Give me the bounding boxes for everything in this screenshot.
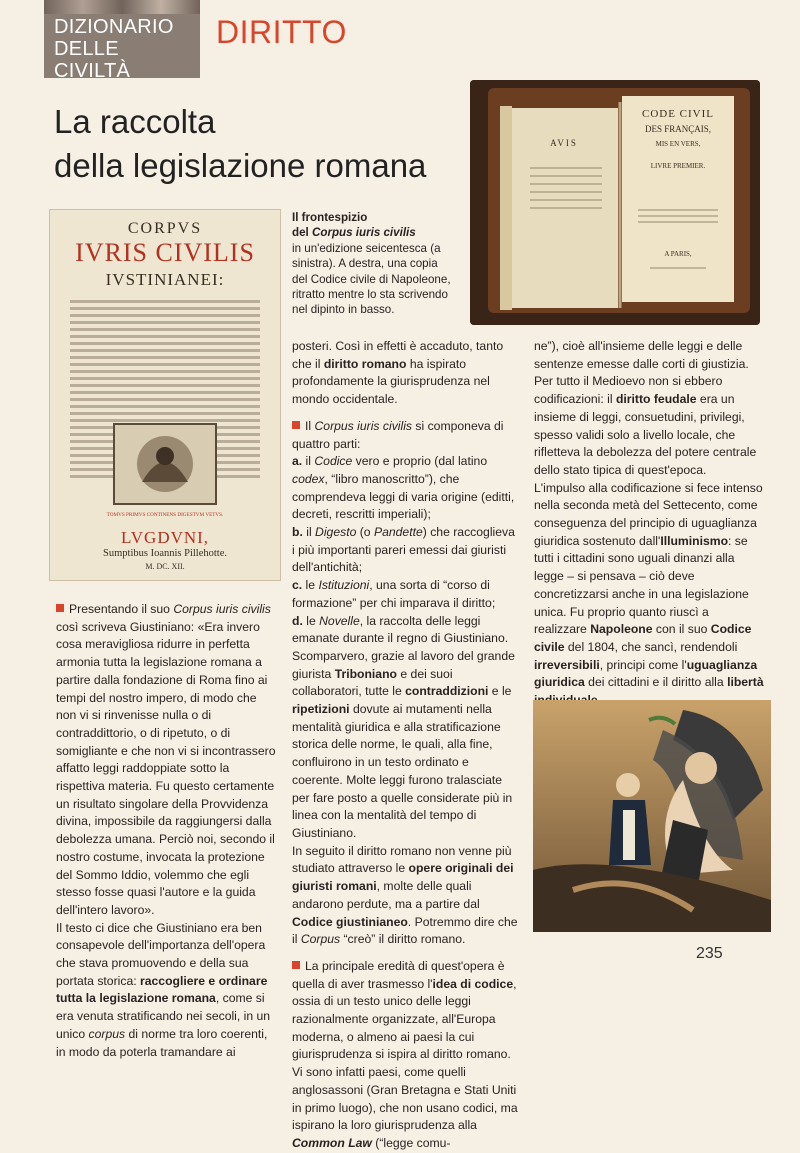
corpus-title-2: IVSTINIANEI: xyxy=(105,270,225,289)
book-title-3: MIS EN VERS, xyxy=(655,140,701,148)
col3-paragraph-2: Per tutto il Medioevo non si ebbero codificazioni: il diritto feudale era un insieme di leggi, consuetudini, privilegi, spesso validi solo a livello locale, che rifletteva la debolezza del potere centrale dello stato tipica di quest'epoca. xyxy=(534,374,757,477)
col3-paragraph-3: L'impulso alla codificazione si fece intenso nella seconda metà del Settecento, come conseguenza del principio di uguaglianza giuridica sostenuto dall'Illuminismo: se tutti i cittadini sono uguali dinanzi alla legge – si pensava – ciò deve concretizzarsi anche in una legislazione unica. Fu proprio quanto riuscì a realizzare Napoleone con il suo Codice civile del 1804, che sancì, rendendoli irreversibili, principi come l'uguaglianza giuridica dei cittadini e il diritto alla libertà xyxy=(534,480,764,690)
corpus-year: M. DC. XII. xyxy=(145,562,185,571)
text-column-1 xyxy=(56,601,278,1061)
article-title xyxy=(54,100,426,188)
painting-illustration xyxy=(533,700,771,932)
col2-item-a: a. il Codice vero e proprio (dal latino codex, “libro manoscritto”), che comprendeva leggi di varia origine (editti, decreti, rescritti imperiali); xyxy=(292,454,515,522)
corpus-title-1: IVRIS CIVILIS xyxy=(75,238,255,267)
napoleon-painting-image xyxy=(533,700,771,932)
bullet-square-icon xyxy=(56,604,64,612)
col2-paragraph-2: Il Corpus iuris civilis si componeva di quattro parti: xyxy=(292,418,504,451)
bullet-square-icon xyxy=(292,961,300,969)
caption-bold-1: Il frontespizio xyxy=(292,211,368,224)
corpus-frontispiece-image xyxy=(50,210,280,580)
col2-item-d: d. le Novelle, la raccolta delle leggi emanate durante il regno di Giustiniano. xyxy=(292,613,509,646)
caption-bold-italic: Corpus iuris civilis xyxy=(311,226,416,240)
col2-item-c: c. le Istituzioni, una sorta di “corso di formazione” per chi imparava il diritto; xyxy=(292,578,496,610)
badge-line-2: DELLE CIVILTÀ xyxy=(54,38,131,82)
image-caption xyxy=(292,210,452,318)
corpus-emblem xyxy=(112,422,218,506)
badge-line-1: DIZIONARIO xyxy=(54,16,174,38)
col2-paragraph-1: posteri. Così in effetti è accaduto, tanto che il diritto romano ha ispirato profondamente la giurisprudenza nel mondo occidentale. xyxy=(292,339,504,407)
series-badge xyxy=(44,0,200,82)
text-column-2 xyxy=(292,338,520,1153)
corpus-header: CORPVS xyxy=(127,220,203,237)
col1-paragraph-1: Presentando il suo Corpus iuris civilis così scriveva Giustiniano: «Era invero cosa meravigliosa ridurre in perfetta armonia tutta la legislazione romana a partire dalla fondazione di Roma fino ai tempi del nostro impero, di modo che non vi si rinvenisse nulla o di contraddittorio, o di ripetuto, o di somigliante e che non vi si incontrassero affatto leggi raddoppiate sotto la rispettiva materia. Fu questo certamente un risultato singolare della Provvidenza divina, impossibile da raggiungersi dalla debolezza umana. Perciò noi, secondo il nostro costume, invocata la protezione del Sommo Iddio, volemmo che egli stesso fosse quasi l'autore e la guida dell'intero lavoro». xyxy=(56,602,276,917)
article-title-line-1: La raccolta xyxy=(54,103,216,140)
corpus-place: LVGDVNI, xyxy=(120,528,210,547)
corpus-publisher: Sumptibus Ioannis Pillehotte. xyxy=(103,548,227,559)
col2-item-b: b. il Digesto (o Pandette) che raccoglieva i più importanti pareri emessi dai giuristi dell'antichità; xyxy=(292,525,515,575)
col2-paragraph-3: Scomparvero, grazie al lavoro del grande giurista Triboniano e dei suoi collaboratori, tutte le contraddizioni e le ripetizioni dovute ai mutamenti nella mentalità giuridica e alla stratificazione storica delle norme, le quali, alla fine, confluirono in un testo ordinato e coerente. Molte leggi furono tralasciate per fare posto a quelle considerate più in linea con la mentalità del tempo di Giustiniano. xyxy=(292,648,515,840)
col1-paragraph-2: Il testo ci dice che Giustiniano era ben consapevole dell'importanza dell'opera che stava promuovendo e della sua portata storica: raccogliere e ordinare tutta la legislazione romana, come si era venuta stratificando nei secoli, in un unico corpus di norme tra loro coerenti, in modo da poterla tramandare ai xyxy=(56,920,271,1059)
caption-bold-prefix: del xyxy=(292,226,312,240)
bullet-square-icon xyxy=(292,421,300,429)
code-civil-book-image xyxy=(470,80,760,325)
book-title-4: LIVRE PREMIER. xyxy=(650,162,706,170)
caption-bold-2 xyxy=(292,225,452,240)
col2-paragraph-5: La principale eredità di quest'opera è quella di aver trasmesso l'idea di codice, ossia di un testo unico delle leggi razionalmente organizzate, all'Europa moderna, o almeno ai paesi la cui giurisprudenza si ispira al diritto romano. Vi sono infatti paesi, come quelli anglosassoni (Gran Bretagna e Stati Uniti in primo luogo), che non usano codici, ma ispirano la loro giurisprudenza alla Common Law (“legge comu- xyxy=(292,958,518,1150)
section-title: DIRITTO xyxy=(216,14,347,50)
col2-paragraph-4: In seguito il diritto romano non venne più studiato attraverso le opere originali dei giuristi romani, molte delle quali andarono perdute, ma a partire dal Codice giustinianeo. Potremmo dire che il Corpus “creò” il diritto romano. xyxy=(292,843,518,947)
page-number: 235 xyxy=(696,945,723,962)
col3-paragraph-1: ne”), cioè all'insieme delle leggi e delle sentenze emesse dalle corti di giustizia. xyxy=(534,339,749,371)
corpus-tomus: TOMVS PRIMVS CONTINENS DIGESTVM VETVS. xyxy=(106,512,224,518)
badge-decoration xyxy=(44,0,200,14)
book-title-block xyxy=(622,108,734,170)
book-place: A PARIS, xyxy=(664,250,692,258)
book-title-2: DES FRANÇAIS, xyxy=(644,124,711,134)
book-title-1: CODE CIVIL xyxy=(641,108,715,120)
book-left-heading: AVIS xyxy=(550,138,578,148)
article-title-line-2: della legislazione romana xyxy=(54,147,427,184)
caption-body: in un'edizione seicentesca (a sinistra). A destra, una copia del Codice civile di Napoleone, ritratto mentre lo sta scrivendo nel dipinto in basso. xyxy=(292,241,451,317)
